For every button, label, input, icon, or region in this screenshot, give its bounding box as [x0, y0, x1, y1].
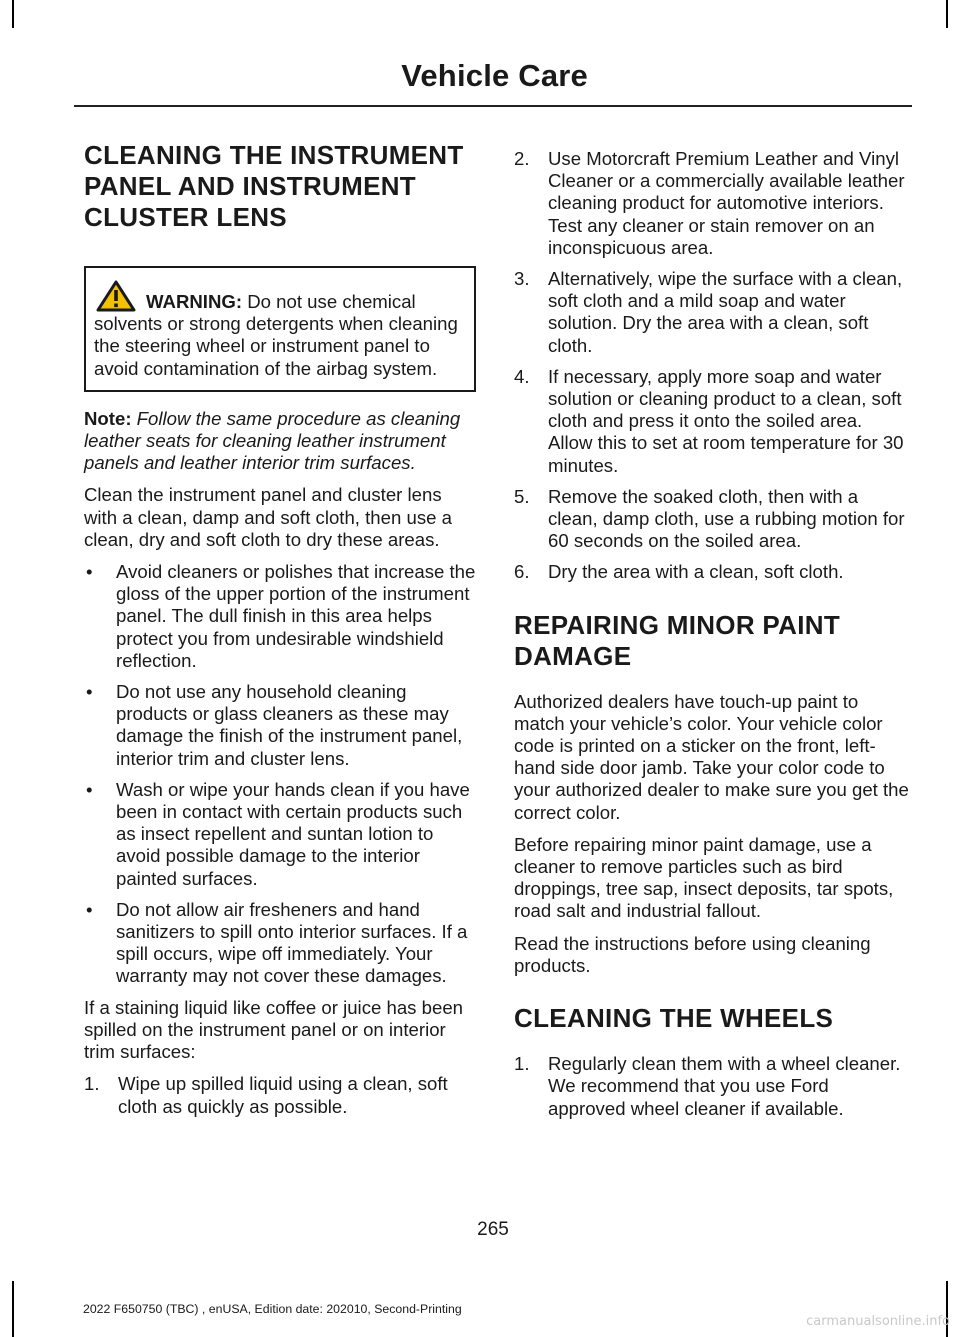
paint-paragraph: Read the instructions before using cleaning products.	[514, 932, 871, 976]
heading-cleaning-wheels	[514, 1003, 910, 1033]
crop-mark-bottom-left	[12, 1281, 14, 1337]
paint-paragraph: Before repairing minor paint damage, use a cleaner to remove particles such as bird droppings, tree sap, insect deposits, tar spots, road salt and industrial fallout.	[514, 833, 894, 922]
bullet-item	[84, 899, 476, 988]
warning-triangle-icon	[96, 280, 136, 312]
warning-label: WARNING:	[146, 291, 243, 312]
step-number: 4.	[514, 365, 530, 387]
intro-paragraph: Clean the instrument panel and cluster lens with a clean, damp and soft cloth, then use a clean, dry and soft cloth to dry these areas.	[84, 484, 452, 550]
heading-line: REPAIRING MINOR PAINT	[514, 609, 841, 640]
numbered-step	[514, 486, 910, 553]
step-number: 1.	[514, 1053, 530, 1075]
spill-intro-paragraph: If a staining liquid like coffee or juice has been spilled on the instrument panel or on interior trim surfaces:	[84, 996, 464, 1063]
numbered-step	[514, 1053, 910, 1120]
crop-mark-top-right	[946, 0, 948, 28]
header-rule	[74, 105, 912, 107]
bullet-item	[84, 561, 476, 672]
heading-line: CLEANING THE INSTRUMENT	[84, 140, 464, 170]
bullet-item	[84, 779, 476, 890]
bullet-item	[84, 681, 476, 770]
step-text: Dry the area with a clean, soft cloth.	[548, 561, 844, 583]
warning-text: Do not use chemical solvents or strong detergents when cleaning the steering wheel or instrument panel to avoid contamination of the airbag system.	[94, 291, 458, 379]
heading-line: PANEL AND INSTRUMENT	[84, 171, 416, 201]
step-number: 1.	[84, 1073, 100, 1095]
bullet-text: Wash or wipe your hands clean if you have been in contact with certain products such as insect repellent and suntan lotion to avoid possible damage to the interior painted surfaces.	[116, 778, 470, 889]
bullet-text: Do not use any household cleaning products or glass cleaners as these may damage the finish of the instrument panel, interior trim and cluster lens.	[116, 681, 463, 769]
paint-paragraph: Authorized dealers have touch-up paint to match your vehicle’s color. Your vehicle color code is printed on a sticker on the front, left-hand side door jamb. Take your color code to your authorized dealer to make sure you get the correct color.	[514, 690, 909, 823]
step-number: 3.	[514, 268, 530, 290]
page-number: 265	[477, 1219, 509, 1240]
numbered-step	[84, 1073, 476, 1117]
step-number: 6.	[514, 561, 530, 583]
heading-repairing-paint	[514, 610, 910, 671]
footer-edition-info: 2022 F650750 (TBC) , enUSA, Edition date: 202010, Second-Printing	[83, 1302, 462, 1316]
numbered-step	[514, 366, 910, 477]
heading-line: CLEANING THE WHEELS	[514, 1003, 834, 1034]
numbered-step	[514, 268, 910, 357]
bullet-marker: •	[86, 778, 93, 800]
bullet-marker: •	[86, 898, 93, 920]
step-text: Alternatively, wipe the surface with a clean, soft cloth and a mild soap and water solution. Dry the area with a clean, soft cloth.	[548, 268, 903, 356]
bullet-marker: •	[86, 561, 93, 583]
bullet-text: Avoid cleaners or polishes that increase the gloss of the upper portion of the instrument panel. The dull finish in this area helps protect you from undesirable windshield reflection.	[116, 561, 476, 671]
numbered-step	[514, 148, 910, 259]
step-text: If necessary, apply more soap and water solution or cleaning product to a clean, soft cloth and press it onto the soiled area. Allow this to set at room temperature for 30 minutes.	[548, 365, 904, 476]
heading-line: DAMAGE	[514, 640, 632, 671]
bullet-marker: •	[86, 681, 93, 703]
numbered-step	[514, 561, 910, 583]
bullet-text: Do not allow air fresheners and hand sanitizers to spill onto interior surfaces. If a spill occurs, wipe off immediately. Your warranty may not cover these damages.	[116, 898, 468, 987]
step-text: Wipe up spilled liquid using a clean, soft cloth as quickly as possible.	[118, 1073, 448, 1117]
heading-cleaning-instrument-panel	[84, 140, 476, 232]
warning-box	[84, 266, 476, 392]
step-text: Regularly clean them with a wheel cleaner. We recommend that you use Ford approved wheel cleaner if available.	[548, 1053, 901, 1119]
section-title: Vehicle Care	[401, 58, 588, 93]
step-text: Remove the soaked cloth, then with a clean, damp cloth, use a rubbing motion for 60 seconds on the soiled area.	[548, 485, 905, 552]
step-number: 2.	[514, 148, 530, 169]
step-number: 5.	[514, 485, 530, 507]
heading-line: CLUSTER LENS	[84, 202, 287, 232]
right-column	[514, 148, 910, 1129]
crop-mark-top-left	[12, 0, 14, 28]
note-label: Note:	[84, 407, 132, 429]
note-paragraph	[84, 408, 476, 475]
note-text: Follow the same procedure as cleaning leather seats for cleaning leather instrument panels and leather interior trim surfaces.	[84, 407, 461, 474]
left-column	[84, 140, 476, 1127]
watermark: carmanualsonline.info	[806, 1314, 950, 1329]
step-text: Use Motorcraft Premium Leather and Vinyl Cleaner or a commercially available leather cleaning product for automotive interiors. Test any cleaner or stain remover on an inconspicuous area.	[548, 148, 905, 258]
